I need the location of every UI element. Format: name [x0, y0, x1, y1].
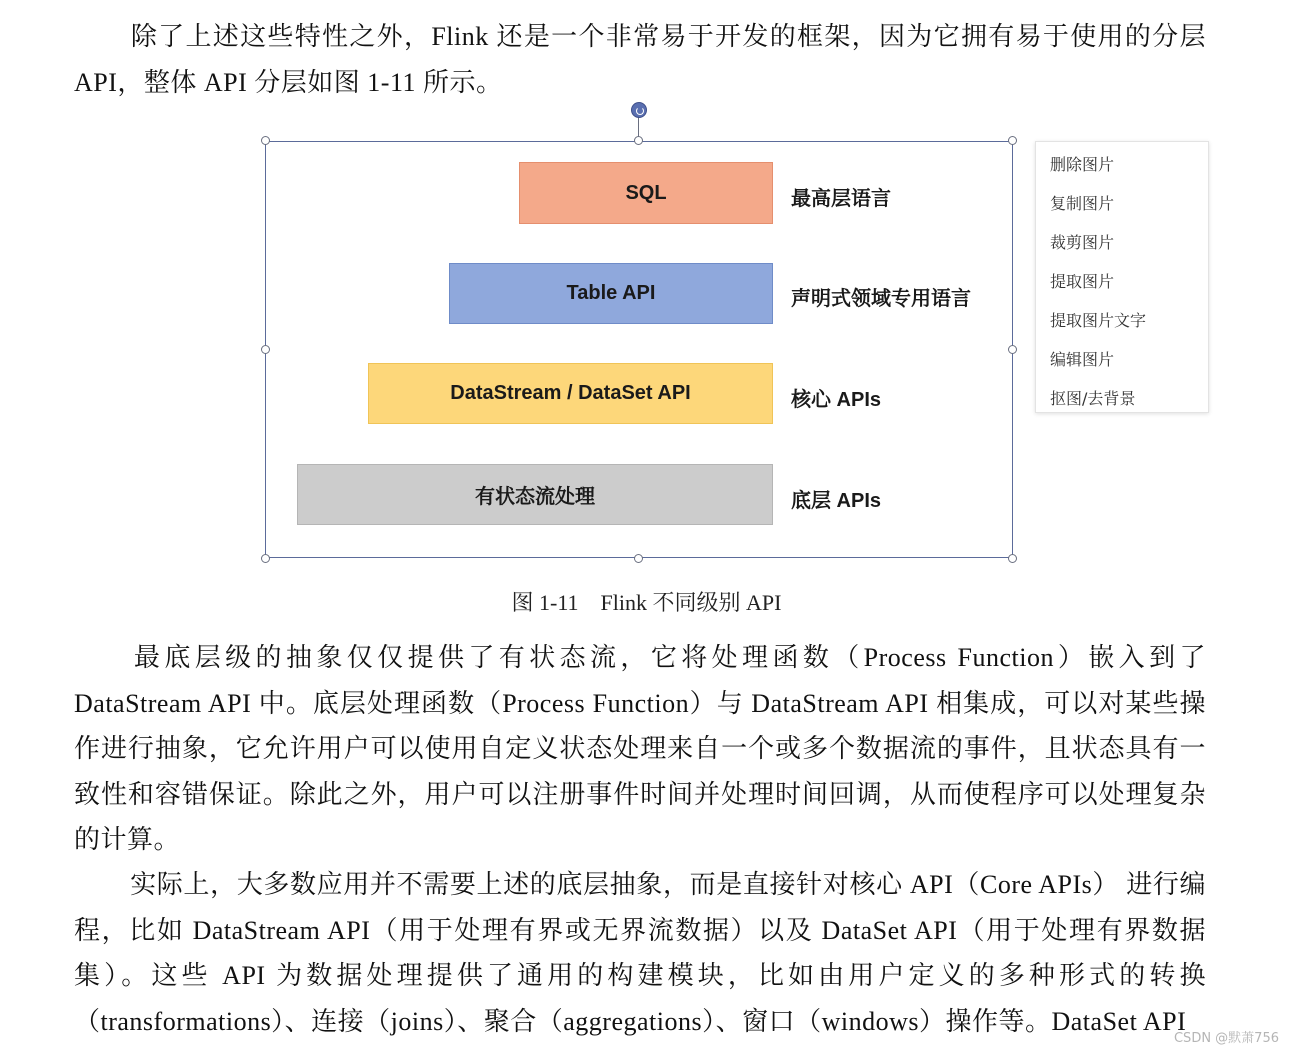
rotate-connector	[638, 117, 639, 137]
paragraph-intro-text: 除了上述这些特性之外，Flink 还是一个非常易于开发的框架，因为它拥有易于使用的分层 API，整体 API 分层如图 1-11 所示。	[74, 22, 1206, 97]
layer-table-api-name: Table API	[566, 282, 656, 304]
paragraph-intro	[74, 14, 1206, 105]
paragraph-process-function-text: 最底层级的抽象仅仅提供了有状态流，它将处理函数（Process Function）嵌入到了 DataStream API 中。底层处理函数（Process Function）与 DataStream API 相集成，可以对某些操作进行抽象，它允许用户可以使用自定义状态处理来自一个或多个数据流的事件，且状态具有一致性和容错保证。除此之外，用户可以注册事件时间并处理时间回调，从而使程序可以处理复杂的计算。	[74, 643, 1206, 854]
menu-item-copy-image[interactable]: 复制图片	[1050, 194, 1115, 213]
resize-handle-top-left[interactable]	[261, 136, 270, 145]
paragraph-process-function	[74, 635, 1206, 863]
layer-datastream-box	[368, 363, 773, 424]
layer-datastream-name: DataStream / DataSet API	[450, 382, 691, 404]
layer-stateful-name: 有状态流处理	[475, 486, 595, 508]
menu-item-delete-image[interactable]: 删除图片	[1050, 155, 1115, 174]
rotate-handle-icon[interactable]	[631, 102, 647, 118]
layer-sql-box	[519, 162, 773, 224]
paragraph-core-apis-text: 实际上，大多数应用并不需要上述的底层抽象，而是直接针对核心 API（Core APIs） 进行编程，比如 DataStream API（用于处理有界或无界流数据）以及 DataSet API（用于处理有界数据集）。这些 API 为数据处理提供了通用的构建模块，比如由用户定义的多种形式的转换（transformations）、连接（joins）、聚合（aggregations）、窗口（windows）操作等。DataSet API	[74, 870, 1206, 1036]
selected-image-frame[interactable]	[265, 141, 1013, 558]
layer-sql-label: 最高层语言	[791, 188, 891, 210]
csdn-watermark: CSDN @默萧756	[1173, 1031, 1279, 1046]
figure-caption: 图 1-11 Flink 不同级别 API	[511, 590, 782, 615]
layer-table-api-label: 声明式领域专用语言	[791, 288, 971, 310]
layer-stateful-label: 底层 APIs	[791, 490, 882, 512]
layer-sql-name: SQL	[625, 181, 667, 204]
resize-handle-top-right[interactable]	[1008, 136, 1017, 145]
menu-item-crop-image[interactable]: 裁剪图片	[1050, 233, 1115, 252]
layer-datastream-label: 核心 APIs	[791, 389, 882, 411]
resize-handle-top[interactable]	[634, 136, 643, 145]
layer-stateful-box	[297, 464, 773, 525]
resize-handle-bottom[interactable]	[634, 554, 643, 563]
image-context-menu	[1035, 141, 1209, 413]
resize-handle-bottom-right[interactable]	[1008, 554, 1017, 563]
resize-handle-right[interactable]	[1008, 345, 1017, 354]
menu-item-edit-image[interactable]: 编辑图片	[1050, 350, 1115, 369]
paragraph-core-apis	[74, 862, 1206, 1044]
layer-table-api-box	[449, 263, 773, 324]
menu-item-extract-image-text[interactable]: 提取图片文字	[1050, 311, 1147, 330]
resize-handle-bottom-left[interactable]	[261, 554, 270, 563]
menu-item-remove-background[interactable]: 抠图/去背景	[1050, 389, 1136, 408]
resize-handle-left[interactable]	[261, 345, 270, 354]
menu-item-extract-image[interactable]: 提取图片	[1050, 272, 1115, 291]
